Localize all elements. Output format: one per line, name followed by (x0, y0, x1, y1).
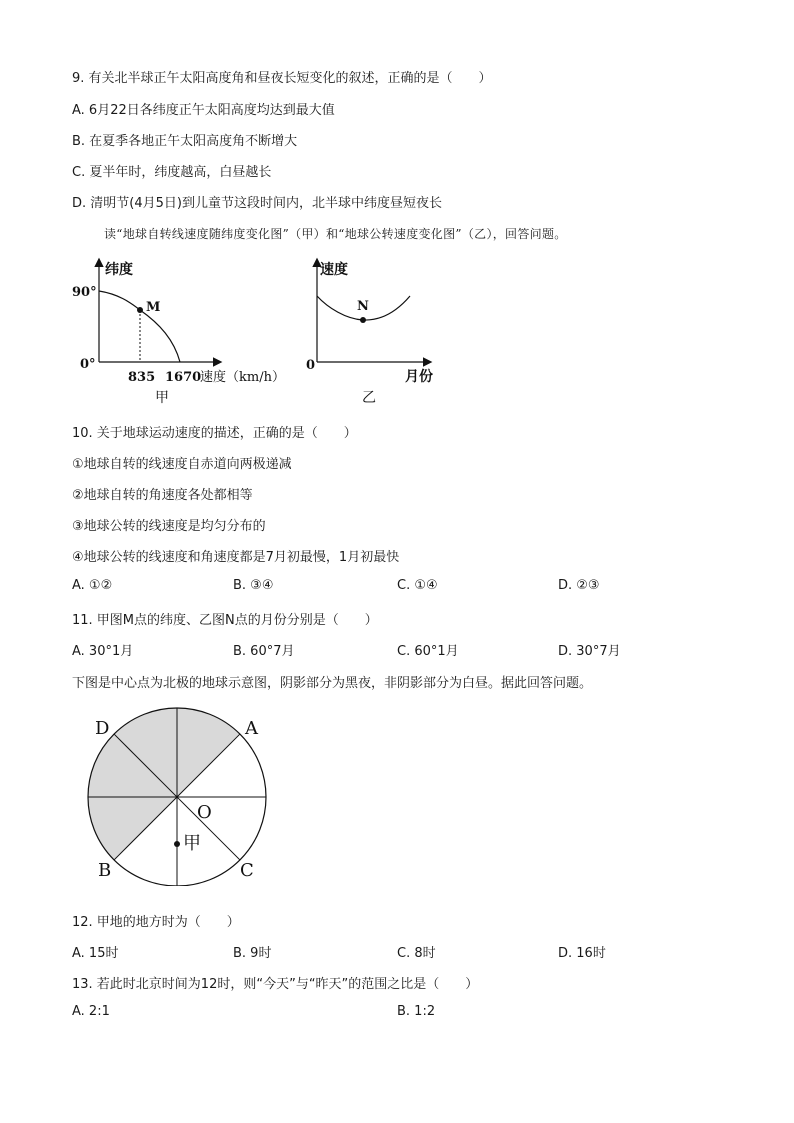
night-sector-1 (177, 708, 240, 797)
q10-option-c: C. ①④ (397, 578, 438, 593)
q11-option-b: B. 60°7月 (233, 644, 295, 659)
q9-option-d: D. 清明节(4月5日)到儿童节这段时间内，北半球中纬度昼短夜长 (72, 196, 442, 211)
q10-statement-1: ①地球自转的线速度自赤道向两极递减 (72, 457, 292, 472)
figure-polar (80, 706, 280, 886)
yi-caption: 乙 (362, 390, 376, 406)
q9-option-c: C. 夏半年时，纬度越高，白昼越长 (72, 165, 272, 180)
night-sector-2 (88, 797, 177, 860)
figure-yi (298, 252, 448, 412)
q9-option-b: B. 在夏季各地正午太阳高度角不断增大 (72, 134, 298, 149)
intro-polar: 下图是中心点为北极的地球示意图，阴影部分为黑夜，非阴影部分为白昼。据此回答问题。 (72, 676, 593, 691)
yi-point-n (360, 317, 366, 323)
q10-option-b: B. ③④ (233, 578, 274, 593)
q10-statement-2: ②地球自转的角速度各处都相等 (72, 488, 253, 503)
polar-label-b: B (98, 860, 112, 881)
polar-label-o: O (197, 802, 212, 823)
q10-statement-3: ③地球公转的线速度是均匀分布的 (72, 519, 266, 534)
jia-ylabel: 纬度 (105, 262, 133, 278)
q10-option-d: D. ②③ (558, 578, 600, 593)
q10-statement-4: ④地球公转的线速度和角速度都是7月初最慢，1月初最快 (72, 550, 400, 565)
jia-y-top: 90° (72, 285, 97, 300)
point-jia (174, 841, 180, 847)
q12-option-c: C. 8时 (397, 946, 436, 961)
yi-xlabel: 月份 (405, 369, 433, 385)
q12-option-b: B. 9时 (233, 946, 272, 961)
q11-option-c: C. 60°1月 (397, 644, 459, 659)
jia-point-m (137, 307, 143, 313)
polar-label-d: D (95, 718, 110, 739)
q12-option-d: D. 16时 (558, 946, 606, 961)
figure-jia (70, 252, 290, 412)
jia-y-zero: 0° (80, 357, 96, 372)
jia-caption: 甲 (155, 390, 169, 406)
yi-label-n: N (357, 299, 369, 314)
polar-label-a: A (245, 718, 258, 739)
q9-stem: 9. 有关北半球正午太阳高度角和昼夜长短变化的叙述，正确的是（ ） (72, 71, 492, 86)
jia-x1: 835 (128, 370, 156, 385)
polar-label-jia: 甲 (183, 833, 201, 854)
q13-option-a: A. 2:1 (72, 1004, 110, 1019)
intro-figures: 读“地球自转线速度随纬度变化图”（甲）和“地球公转速度变化图”（乙），回答问题。 (104, 227, 567, 241)
jia-xlabel: 速度（km/h） (200, 370, 285, 385)
q10-stem: 10. 关于地球运动速度的描述，正确的是（ ） (72, 426, 357, 441)
q13-option-b: B. 1:2 (397, 1004, 436, 1019)
yi-ylabel: 速度 (320, 262, 348, 278)
polar-label-c: C (240, 860, 254, 881)
jia-label-m: M (146, 300, 161, 315)
jia-x2: 1670 (165, 370, 202, 385)
q11-option-d: D. 30°7月 (558, 644, 621, 659)
q11-option-a: A. 30°1月 (72, 644, 134, 659)
q13-stem: 13. 若此时北京时间为12时，则“今天”与“昨天”的范围之比是（ ） (72, 977, 479, 992)
q12-option-a: A. 15时 (72, 946, 119, 961)
yi-origin: 0 (306, 358, 316, 373)
q9-option-a: A. 6月22日各纬度正午太阳高度均达到最大值 (72, 103, 335, 118)
q12-stem: 12. 甲地的地方时为（ ） (72, 915, 240, 930)
q10-option-a: A. ①② (72, 578, 113, 593)
q11-stem: 11. 甲图M点的纬度、乙图N点的月份分别是（ ） (72, 613, 378, 628)
